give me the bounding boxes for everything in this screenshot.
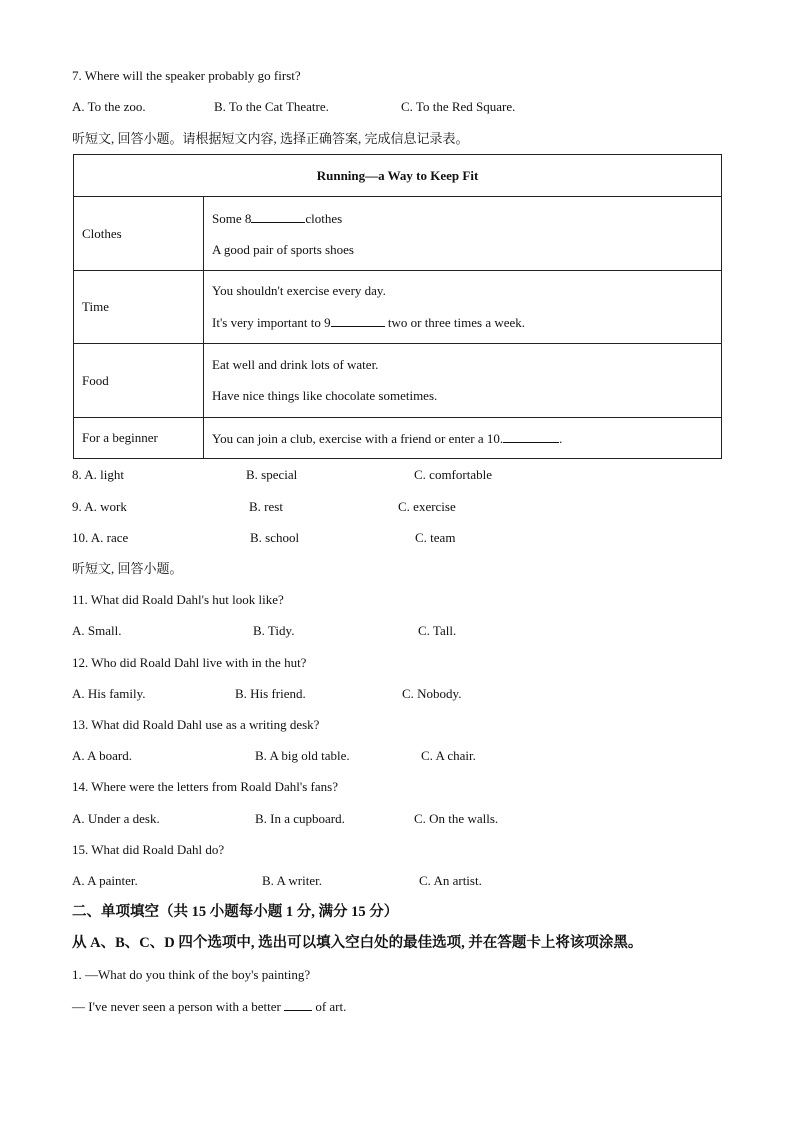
row-content [204,344,722,418]
q8-option-a: 8. A. light [72,467,125,482]
table-row [74,418,722,459]
section-2-instruction: 从 A、B、C、D 四个选项中, 选出可以填入空白处的最佳选项, 并在答题卡上将该项涂黑。 [72,935,643,951]
q7-option-a: A. To the zoo. [72,99,146,114]
q10-option-a: 10. A. race [72,530,129,545]
q10-option-c: C. team [415,530,456,545]
q15-option-c: C. An artist. [419,873,482,888]
answer-blank-9 [331,314,385,327]
q12-option-a: A. His family. [72,686,146,701]
q10-option-b: B. school [250,530,300,545]
table-row [74,271,722,344]
q7-option-c: C. To the Red Square. [401,99,516,114]
q14-option-b: B. In a cupboard. [255,811,345,826]
section-2-question-1: 1. —What do you think of the boy's painting? [72,967,311,982]
cell-text: A good pair of sports shoes [212,241,354,257]
q15-option-a: A. A painter. [72,873,138,888]
answer-blank-8 [251,210,305,223]
table-title: Running—a Way to Keep Fit [74,155,722,197]
short-instruction: 听短文, 回答小题。 [72,561,183,576]
cell-text: It's very important to 9 [212,315,331,330]
answer-blank [284,998,312,1011]
row-label: For a beginner [74,418,204,459]
q12-option-b: B. His friend. [235,686,306,701]
row-content [204,271,722,344]
row-label: Food [74,344,204,418]
q14-option-a: A. Under a desk. [72,811,160,826]
cell-text: clothes [305,210,343,226]
question-14: 14. Where were the letters from Roald Dahl's fans? [72,779,338,794]
row-label: Time [74,271,204,344]
info-record-table [73,154,722,459]
q11-option-b: B. Tidy. [253,623,295,638]
q9-option-a: 9. A. work [72,499,127,514]
section-2-heading: 二、单项填空（共 15 小题每小题 1 分, 满分 15 分） [72,904,399,920]
q11-option-a: A. Small. [72,623,122,638]
passage-instruction: 听短文, 回答小题。请根据短文内容, 选择正确答案, 完成信息记录表。 [72,131,469,146]
q8-option-c: C. comfortable [414,467,492,482]
q15-option-b: B. A writer. [262,873,322,888]
cell-text: You shouldn't exercise every day. [212,283,386,298]
q8-option-b: B. special [246,467,298,482]
question-11: 11. What did Roald Dahl's hut look like? [72,592,284,607]
row-content [204,197,722,271]
row-content [204,418,722,459]
row-label: Clothes [74,197,204,271]
cell-text: Have nice things like chocolate sometimes. [212,388,438,403]
table-row [74,344,722,418]
cell-text: You can join a club, exercise with a friend or enter a 10. [212,430,504,446]
section-2-question-1-reply [72,998,346,1015]
question-7: 7. Where will the speaker probably go first? [72,68,301,83]
reply-text: — I've never seen a person with a better [72,999,285,1014]
question-15: 15. What did Roald Dahl do? [72,842,225,857]
q13-option-c: C. A chair. [421,748,476,763]
q11-option-c: C. Tall. [418,623,457,638]
cell-text: two or three times a week. [384,315,526,330]
cell-text: Eat well and drink lots of water. [212,357,379,372]
question-13: 13. What did Roald Dahl use as a writing desk? [72,717,320,732]
q9-option-b: B. rest [249,499,283,514]
q9-option-c: C. exercise [398,499,456,514]
q13-option-b: B. A big old table. [255,748,350,763]
cell-text: . [559,430,563,446]
cell-text: Some 8 [212,210,252,226]
q13-option-a: A. A board. [72,748,132,763]
q12-option-c: C. Nobody. [402,686,462,701]
q14-option-c: C. On the walls. [414,811,499,826]
reply-text: of art. [312,999,347,1014]
table-row [74,197,722,271]
q7-option-b: B. To the Cat Theatre. [214,99,329,114]
answer-blank-10 [503,430,559,443]
question-12: 12. Who did Roald Dahl live with in the hut? [72,655,307,670]
